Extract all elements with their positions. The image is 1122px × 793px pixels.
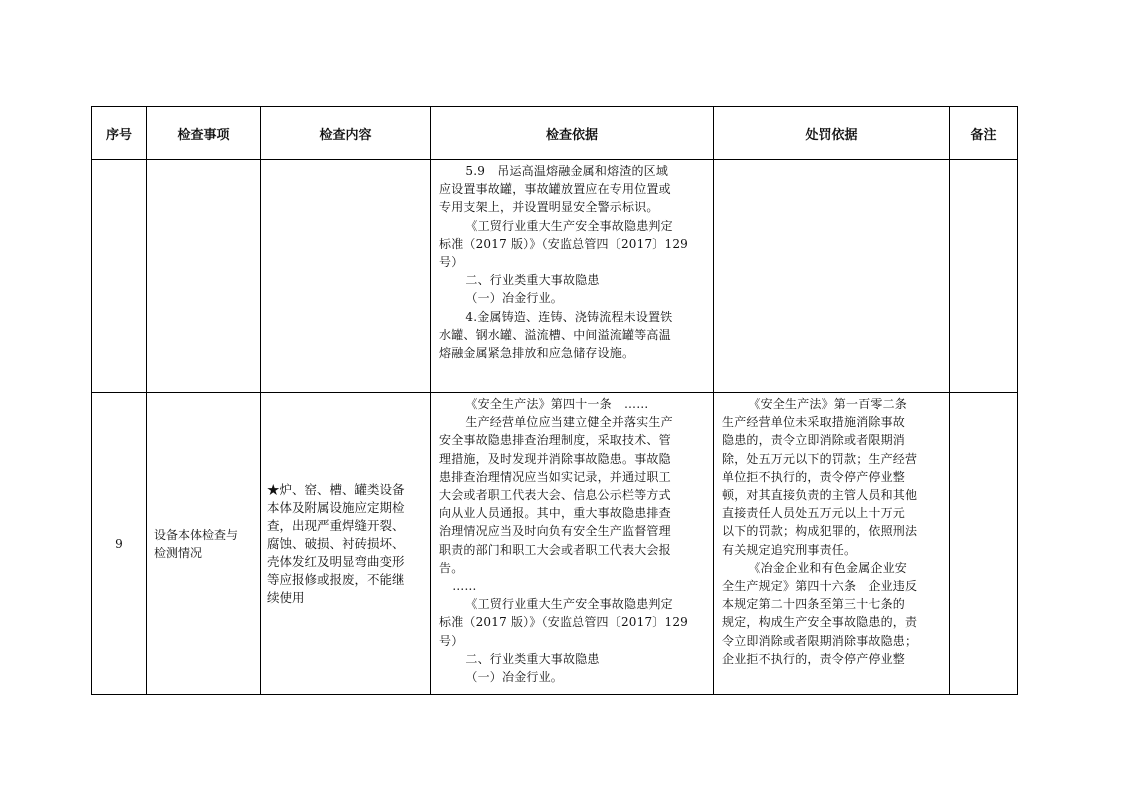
penalty-line: 企业拒不执行的，责令停产停业整: [722, 651, 906, 666]
cell-remark: [950, 160, 1018, 393]
penalty-line: 直接责任人员处五万元以上十万元: [722, 506, 906, 521]
penalty-line: 单位拒不执行的，责令停产停业整: [722, 469, 906, 484]
header-content: 检查内容: [261, 107, 431, 160]
penalty-line: 以下的罚款；构成犯罪的，依照刑法: [722, 524, 918, 539]
penalty-line: 除，处五万元以下的罚款；生产经营: [722, 451, 918, 466]
basis-line: 标准（2017 版）》（安监总管四〔2017〕129: [439, 236, 688, 251]
cell-seq: [92, 160, 147, 393]
penalty-line: 全生产规定》第四十六条 企业违反: [722, 579, 918, 594]
basis-line: 生产经营单位应当建立健全并落实生产: [465, 415, 673, 430]
basis-line: 告。: [439, 560, 464, 575]
penalty-line: 规定，构成生产安全事故隐患的，责: [722, 615, 918, 630]
header-basis: 检查依据: [431, 107, 714, 160]
penalty-line: 有关规定追究刑事责任。: [722, 542, 857, 557]
basis-line: 向从业人员通报。其中，重大事故隐患排查: [439, 506, 671, 521]
cell-item: [147, 160, 261, 393]
table-row: [92, 160, 1018, 393]
content-line: 续使用: [267, 589, 305, 605]
header-row: [92, 107, 1018, 160]
cell-penalty: [714, 393, 950, 695]
header-penalty: 处罚依据: [714, 107, 950, 160]
basis-line: 理措施，及时发现并消除事故隐患。事故隐: [439, 451, 671, 466]
cell-item: [147, 393, 261, 695]
content-line: 查，出现严重焊缝开裂、: [267, 517, 405, 533]
content-line: 等应报修或报废，不能继: [267, 571, 405, 587]
penalty-line: 《冶金企业和有色金属企业安: [748, 560, 907, 575]
item-line: 检测情况: [154, 545, 203, 560]
basis-line: 应设置事故罐，事故罐放置应在专用位置或: [439, 182, 671, 197]
cell-content: [261, 160, 431, 393]
cell-remark: [950, 393, 1018, 695]
basis-line: 4.金属铸造、连铸、浇铸流程未设置铁: [465, 309, 673, 324]
basis-line: 5.9 吊运高温熔融金属和熔渣的区域: [465, 164, 669, 178]
cell-seq: 9: [92, 393, 147, 695]
basis-line: 号）: [439, 255, 464, 270]
penalty-line: 生产经营单位未采取措施消除事故: [722, 415, 906, 430]
basis-line: 职责的部门和职工大会或者职工代表大会报: [439, 542, 671, 557]
basis-line: 熔融金属紧急排放和应急储存设施。: [439, 346, 635, 361]
basis-line: 二、行业类重大事故隐患: [465, 651, 600, 666]
content-line: 本体及附属设施应定期检: [267, 499, 405, 515]
penalty-line: 顿，对其直接负责的主管人员和其他: [722, 488, 918, 503]
penalty-line: 《安全生产法》第一百零二条: [748, 397, 907, 411]
header-seq: 序号: [92, 107, 147, 160]
cell-content: [261, 393, 431, 695]
cell-basis: [431, 160, 714, 393]
basis-line: 大会或者职工代表大会、信息公示栏等方式: [439, 488, 671, 503]
content-line: 腐蚀、破损、衬砖损坏、: [267, 535, 405, 551]
basis-line: 《安全生产法》第四十一条 ……: [465, 397, 649, 411]
cell-penalty: [714, 160, 950, 393]
basis-line: ……: [452, 579, 477, 594]
header-item: 检查事项: [147, 107, 261, 160]
table-row: [92, 393, 1018, 695]
basis-line: 《工贸行业重大生产安全事故隐患判定: [465, 218, 673, 233]
basis-line: （一）冶金行业。: [465, 670, 563, 685]
basis-line: 二、行业类重大事故隐患: [465, 273, 600, 288]
basis-line: 标准（2017 版）》（安监总管四〔2017〕129: [439, 615, 688, 630]
basis-line: 患排查治理情况应当如实记录，并通过职工: [439, 469, 671, 484]
inspection-table: [91, 106, 1018, 695]
basis-line: 专用支架上，并设置明显安全警示标识。: [439, 200, 659, 215]
basis-line: 安全事故隐患排查治理制度，采取技术、管: [439, 433, 671, 448]
basis-line: 治理情况应当及时向负有安全生产监督管理: [439, 524, 671, 539]
cell-basis: [431, 393, 714, 695]
content-line: 壳体发红及明显弯曲变形: [267, 553, 405, 569]
basis-line: （一）冶金行业。: [465, 291, 563, 306]
penalty-line: 令立即消除或者限期消除事故隐患；: [722, 633, 918, 648]
header-remark: 备注: [950, 107, 1018, 160]
basis-line: 《工贸行业重大生产安全事故隐患判定: [465, 597, 673, 612]
basis-line: 号）: [439, 633, 464, 648]
item-line: 设备本体检查与: [154, 527, 239, 542]
penalty-line: 隐患的，责令立即消除或者限期消: [722, 433, 906, 448]
basis-line: 水罐、钢水罐、溢流槽、中间溢流罐等高温: [439, 327, 671, 342]
content-line: ★炉、窑、槽、罐类设备: [267, 481, 405, 497]
penalty-line: 本规定第二十四条至第三十七条的: [722, 597, 906, 612]
